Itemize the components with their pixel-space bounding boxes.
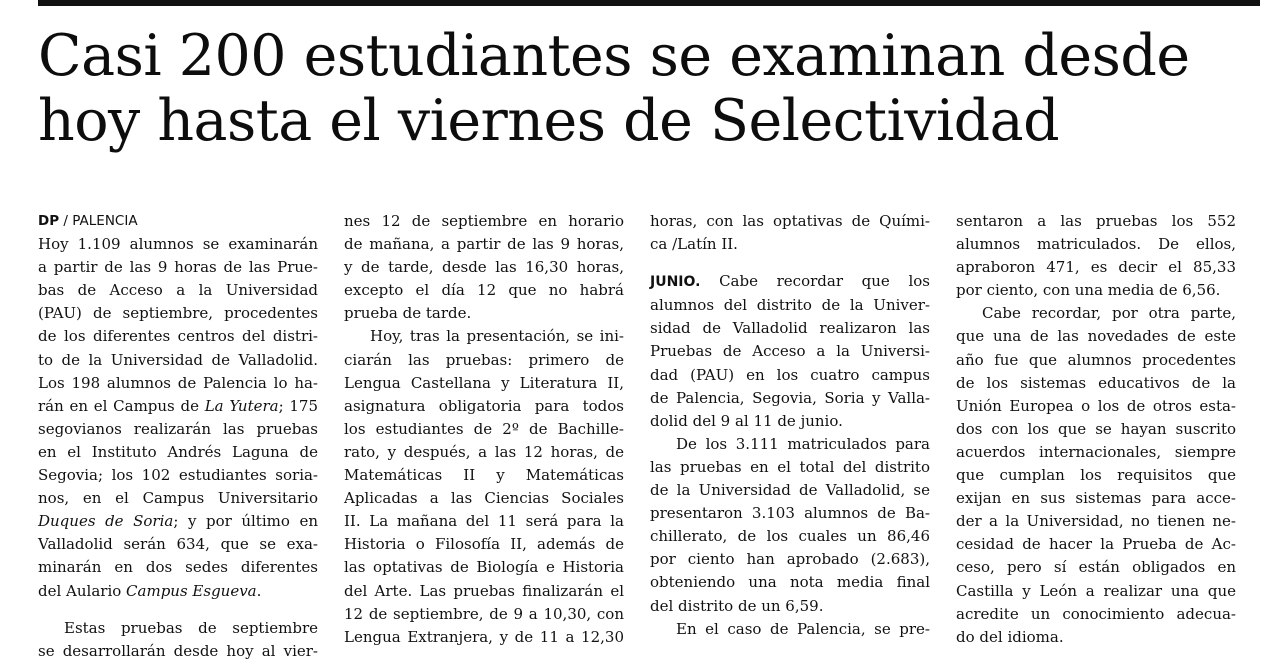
text-line: Pruebas de Acceso a la Universi- (650, 342, 930, 361)
text-line: De los 3.111 matriculados para (676, 434, 930, 453)
text-line: nes 12 de septiembre en horario (344, 212, 624, 230)
text-line: to de la Universidad de Valladolid. (38, 350, 318, 369)
article-column-2 (344, 210, 624, 649)
text-line: las pruebas en el total del distrito (650, 457, 930, 476)
text-run: ; 175 (278, 396, 318, 415)
text-line: chillerato, de los cuales un 86,46 (650, 527, 930, 546)
text-line: de los sistemas educativos de la (956, 373, 1236, 392)
text-line: Unión Europea o los de otros esta- (956, 396, 1236, 415)
text-line: por ciento han aprobado (2.683), (650, 550, 930, 569)
headline (38, 24, 1258, 154)
text-run: del Aulario (38, 581, 127, 600)
text-line: apraboron 471, es decir el 85,33 (956, 258, 1236, 277)
byline-location: PALENCIA (72, 213, 138, 229)
text-line: del Arte. Las pruebas finalizarán el (344, 581, 624, 600)
text-line: Aplicadas a las Ciencias Sociales (344, 489, 624, 508)
text-line: Lengua Castellana y Literatura II, (344, 373, 624, 392)
text-line: ceso, pero sí están obligados en (956, 558, 1236, 577)
text-line: Los 198 alumnos de Palencia lo ha- (38, 373, 318, 392)
text-line: acredite un conocimiento adecua- (956, 604, 1236, 623)
text-line: der a la Universidad, no tienen ne- (956, 512, 1236, 531)
text-line: se desarrollarán desde hoy al vier- (38, 641, 318, 660)
headline-line: hoy hasta el viernes de Selectividad (38, 88, 1060, 154)
text-line: de Palencia, Segovia, Soria y Valla- (650, 388, 930, 407)
article-column-1 (38, 210, 318, 663)
text-line: de la Universidad de Valladolid, se (650, 481, 930, 500)
text-line: por ciento, con una media de 6,56. (956, 281, 1221, 300)
text-line: alumnos matriculados. De ellos, (956, 235, 1236, 254)
text-line: II. La mañana del 11 será para la (344, 512, 624, 531)
text-line: de mañana, a partir de las 9 horas, (344, 235, 624, 254)
text-line: Castilla y León a realizar una que (956, 581, 1236, 600)
text-line: 12 de septiembre, de 9 a 10,30, con (344, 604, 624, 623)
text-line: horas, con las optativas de Quími- (650, 212, 930, 230)
text-line: cesidad de hacer la Prueba de Ac- (956, 535, 1236, 554)
text-line: obteniendo una nota media final (650, 573, 930, 592)
text-line: del distrito de un 6,59. (650, 596, 824, 615)
text-line: dad (PAU) en los cuatro campus (650, 365, 930, 384)
text-line: en el Instituto Andrés Laguna de (38, 442, 318, 461)
text-line (38, 580, 318, 603)
place-name: Campus Esgueva (126, 581, 257, 600)
text-run: Cabe recordar que los (700, 272, 930, 291)
text-line: las optativas de Biología e Historia (344, 558, 624, 577)
text-line: y de tarde, desde las 16,30 horas, (344, 258, 624, 277)
text-line: Cabe recordar, por otra parte, (982, 304, 1236, 323)
article-column-3 (650, 210, 930, 641)
text-line: prueba de tarde. (344, 304, 472, 323)
text-line: año fue que alumnos procedentes (956, 350, 1236, 369)
place-name: Duques de Soria (38, 512, 174, 531)
text-line: rato, y después, a las 12 horas, de (344, 442, 624, 461)
headline-line: Casi 200 estudiantes se examinan desde (38, 23, 1190, 89)
byline-separator: / (59, 213, 73, 229)
text-line: sidad de Valladolid realizaron las (650, 319, 930, 338)
text-line: de los diferentes centros del distri- (38, 327, 318, 346)
text-line: que una de las novedades de este (956, 327, 1236, 346)
text-line: En el caso de Palencia, se pre- (676, 619, 930, 638)
text-line: do del idioma. (956, 627, 1064, 646)
text-line: sentaron a las pruebas los 552 (956, 212, 1236, 230)
text-line: bas de Acceso a la Universidad (38, 281, 318, 300)
text-line: Estas pruebas de septiembre (64, 618, 318, 637)
text-run: . (256, 581, 262, 600)
text-line: Matemáticas II y Matemáticas (344, 466, 624, 485)
paragraph-gap (650, 256, 930, 270)
text-line: Historia o Filosofía II, además de (344, 535, 624, 554)
text-line: Hoy 1.109 alumnos se examinarán (38, 235, 318, 254)
text-line: Hoy, tras la presentación, se ini- (370, 327, 624, 346)
text-line: exijan en sus sistemas para acce- (956, 489, 1236, 508)
text-line (38, 510, 318, 533)
text-line: acuerdos internacionales, siempre (956, 442, 1236, 461)
text-line: dos con los que se hayan suscrito (956, 419, 1236, 438)
text-line: Segovia; los 102 estudiantes soria- (38, 466, 318, 485)
text-line: segovianos realizarán las pruebas (38, 419, 318, 438)
text-line: alumnos del distrito de la Univer- (650, 296, 930, 315)
text-line: dolid del 9 al 11 de junio. (650, 411, 843, 430)
text-line: excepto el día 12 que no habrá (344, 281, 624, 300)
text-line: Lengua Extranjera, y de 11 a 12,30 (344, 627, 624, 646)
text-line: presentaron 3.103 alumnos de Ba- (650, 504, 930, 523)
text-line: los estudiantes de 2º de Bachille- (344, 419, 624, 438)
byline-source: DP (38, 213, 60, 229)
text-line: ca /Latín II. (650, 235, 738, 254)
text-line: Valladolid serán 634, que se exa- (38, 535, 318, 554)
text-run: rán en el Campus de (38, 396, 205, 415)
text-line: ciarán las pruebas: primero de (344, 350, 624, 369)
byline (38, 210, 318, 233)
text-run: ; y por último en (173, 512, 318, 531)
text-line (650, 270, 930, 294)
text-line (38, 395, 318, 418)
text-line: minarán en dos sedes diferentes (38, 558, 318, 577)
paragraph-gap (38, 603, 318, 617)
text-line: nos, en el Campus Universitario (38, 489, 318, 508)
text-line: a partir de las 9 horas de las Prue- (38, 258, 318, 277)
top-rule (38, 0, 1260, 6)
section-kicker: JUNIO. (650, 274, 701, 291)
article-column-4 (956, 210, 1236, 649)
text-line: asignatura obligatoria para todos (344, 396, 624, 415)
text-line: que cumplan los requisitos que (956, 466, 1236, 485)
place-name: La Yutera (204, 396, 279, 415)
text-line: (PAU) de septiembre, procedentes (38, 304, 318, 323)
